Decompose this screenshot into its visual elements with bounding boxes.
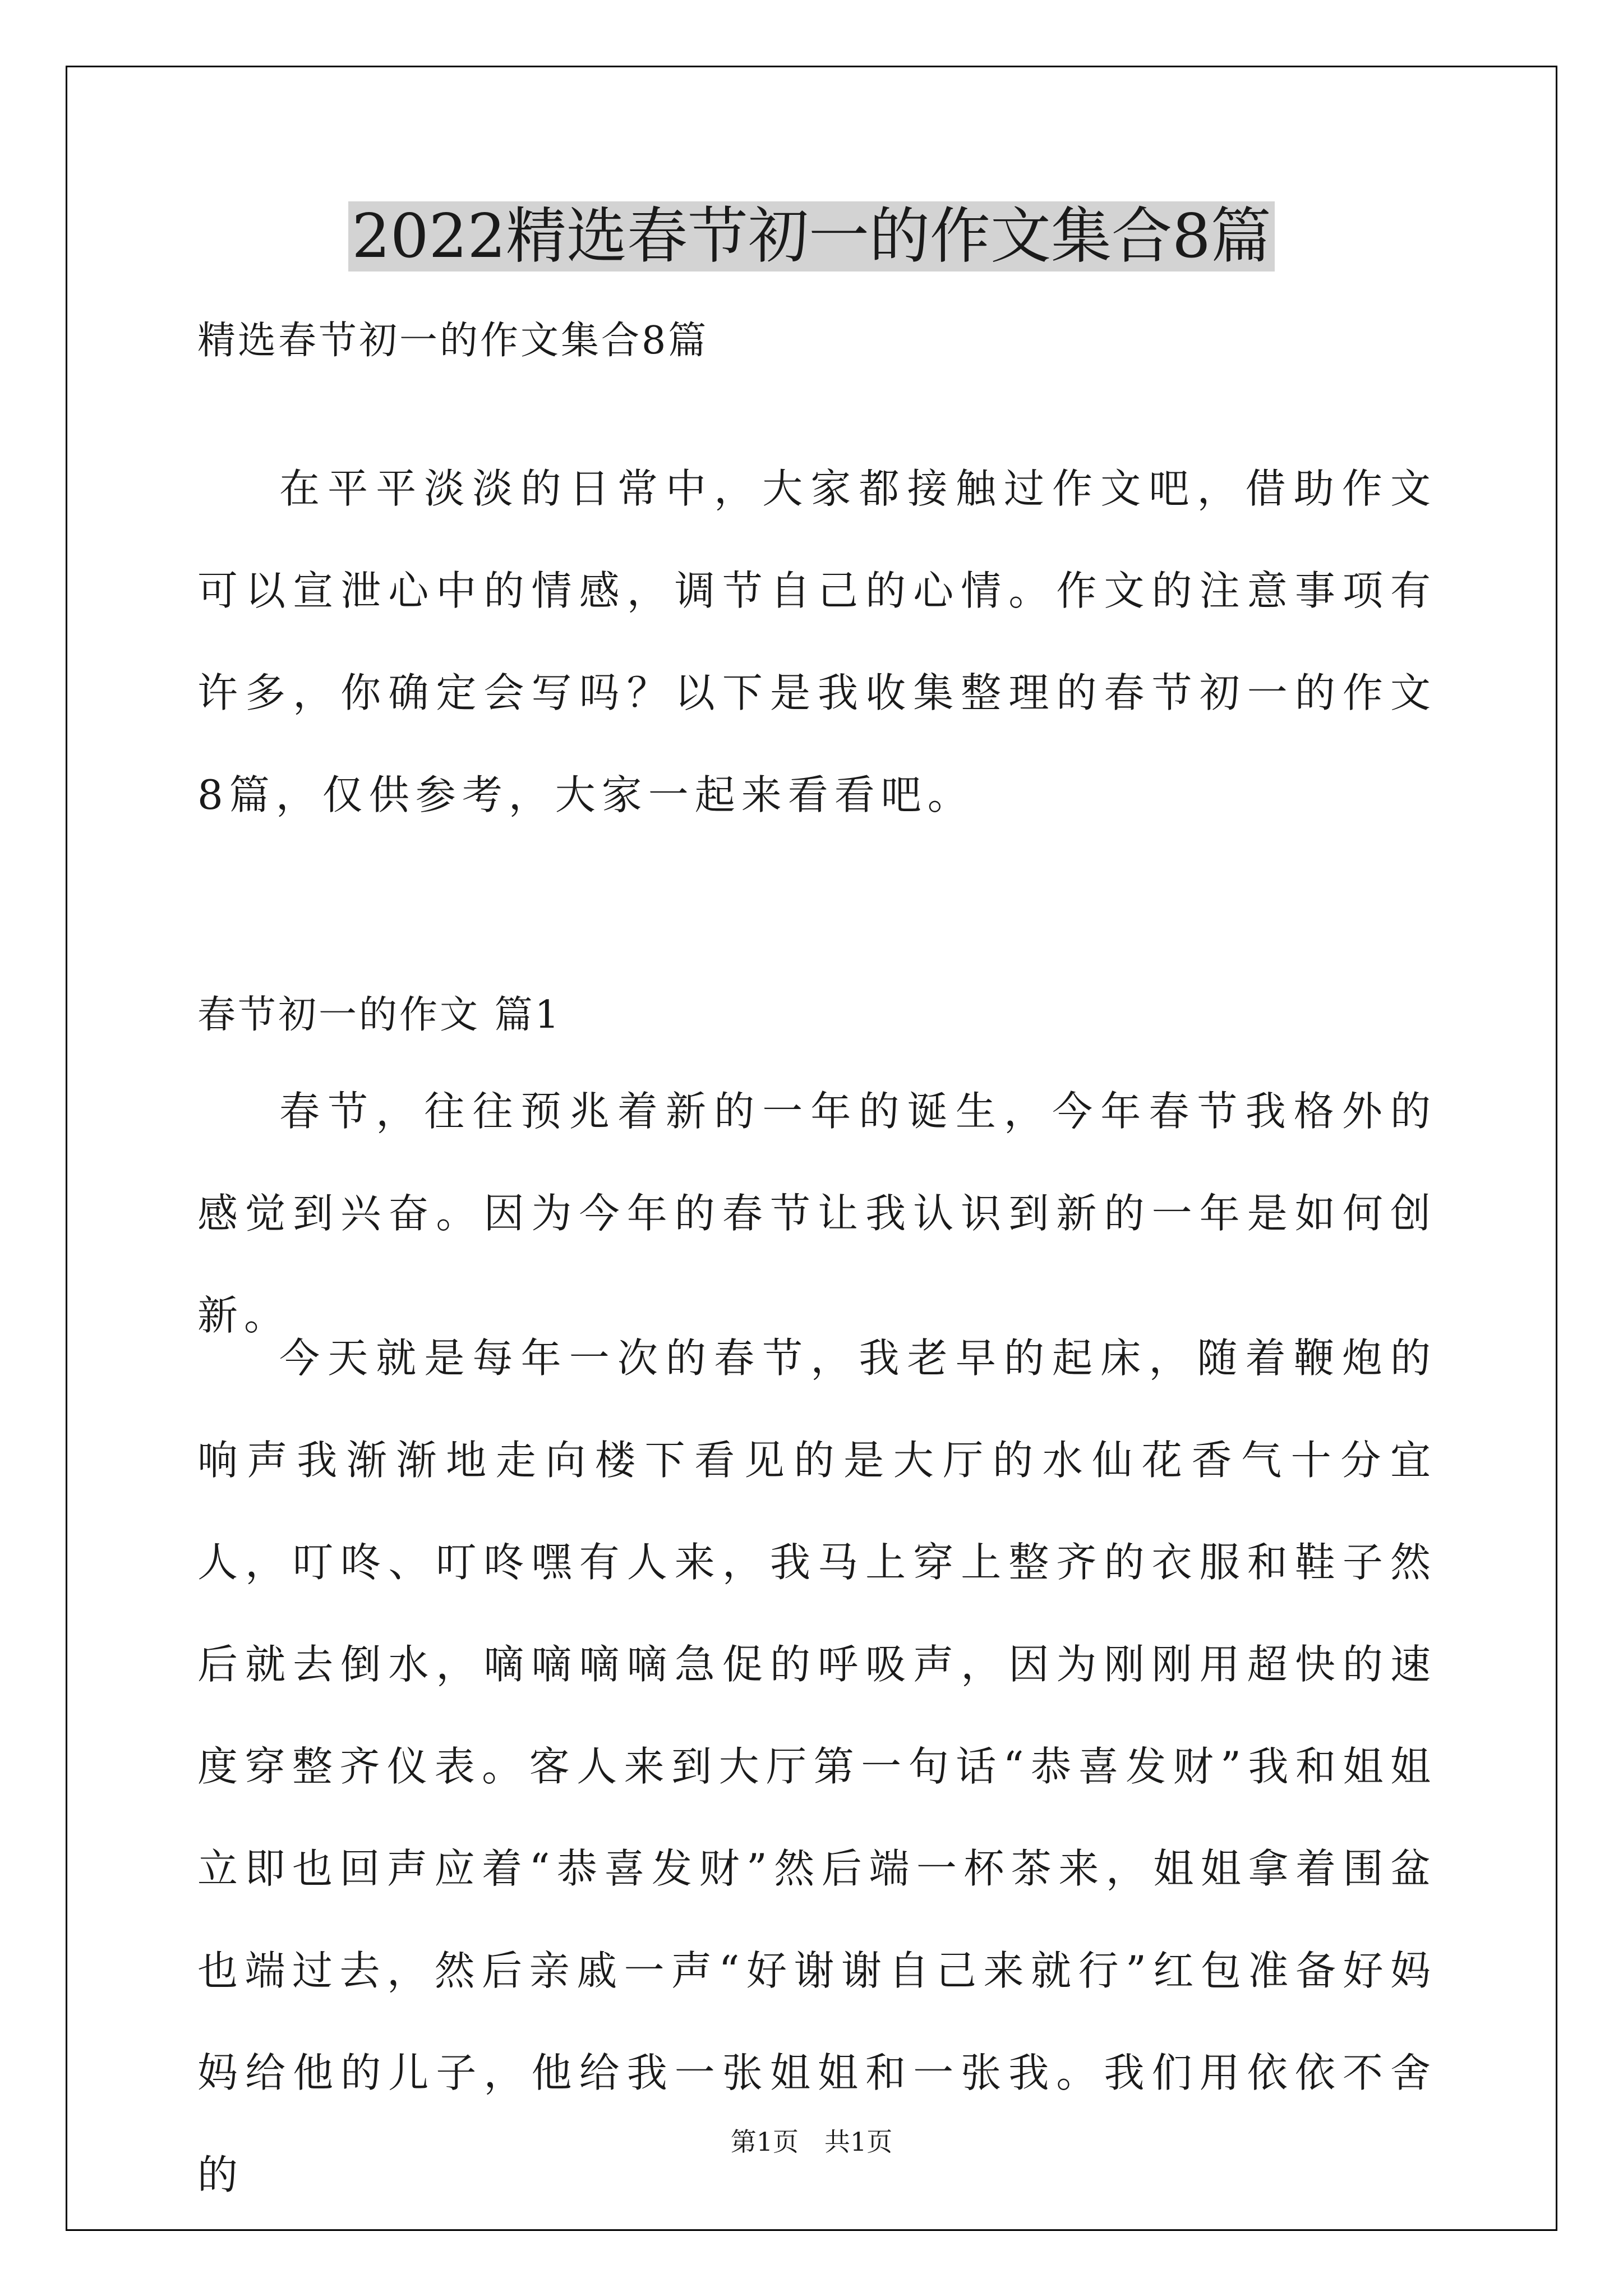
section-heading: 春节初一的作文 篇1 (197, 993, 561, 1037)
intro-paragraph: 在平平淡淡的日常中，大家都接触过作文吧，借助作文可以宣泄心中的情感，调节自己的心情。作文的注意事项有许多，你确定会写吗？以下是我收集整理的春节初一的作文8篇，仅供参考，大家一起来看看吧。 (197, 465, 1437, 818)
document-title (0, 197, 1623, 276)
body-paragraph: 春节，往往预兆着新的一年的诞生，今年春节我格外的感觉到兴奋。因为今年的春节让我认识到新的一年是如何创新。 (197, 1088, 1437, 1339)
document-subtitle: 精选春节初一的作文集合8篇 (197, 319, 709, 363)
document-title-text: 2022精选春节初一的作文集合8篇 (348, 201, 1275, 272)
page-number-footer: 第1页 共1页 (730, 2127, 893, 2157)
body-paragraph: 今天就是每年一次的春节，我老早的起床，随着鞭炮的响声我渐渐地走向楼下看见的是大厅的水仙花香气十分宜人，叮咚、叮咚嘿有人来，我马上穿上整齐的衣服和鞋子然后就去倒水，嘀嘀嘀嘀急促的呼吸声，因为刚刚用超快的速度穿整齐仪表。客人来到大厅第一句话“恭喜发财”我和姐姐立即也回声应着“恭喜发财”然后端一杯茶来，姐姐拿着围盆也端过去，然后亲戚一声“好谢谢自己来就行”红包准备好妈妈给他的儿子，他给我一张姐姐和一张我。我们用依依不舍的 (197, 1335, 1437, 2198)
